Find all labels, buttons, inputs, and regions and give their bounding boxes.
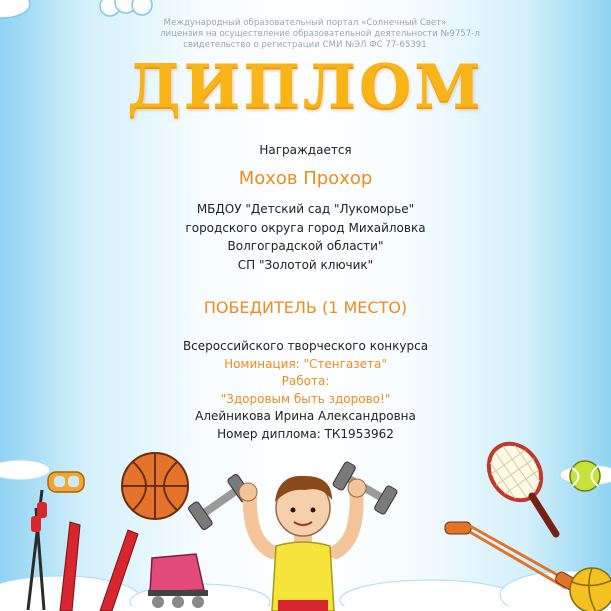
header-line-registration: свидетельство о регистрации СМИ №ЭЛ ФС 77-65391	[183, 40, 427, 50]
boy-athlete-icon	[239, 476, 366, 611]
nomination: Номинация: "Стенгазета"	[224, 356, 387, 371]
sports-illustration	[0, 430, 611, 611]
organization-line: МБДОУ "Детский сад "Лукоморье"	[196, 202, 415, 216]
organization-line: Волгоградской области"	[227, 239, 384, 253]
diploma-title: ДИПЛОМ	[127, 52, 484, 122]
contest-block	[0, 338, 611, 443]
work-label: Работа:	[281, 374, 330, 388]
organization-line: СП "Золотой ключик"	[237, 257, 374, 272]
tennis-racket-icon	[478, 434, 556, 534]
recipient-name: Мохов Прохор	[238, 168, 373, 189]
organization-line: городского округа город Михайловка	[185, 220, 426, 235]
awarded-label: Награждается	[259, 143, 352, 157]
snorkel-mask-icon	[48, 472, 84, 492]
tennis-ball-icon	[570, 461, 600, 491]
basketball-icon	[122, 453, 188, 519]
supervisor-name: Алейникова Ирина Александровна	[195, 409, 416, 423]
diploma-number: Номер диплома: ТК1953962	[217, 426, 394, 441]
header-line-license: лицензия на осуществление образовательной деятельности №9757-л	[160, 29, 480, 39]
place-award: ПОБЕДИТЕЛЬ (1 МЕСТО)	[203, 298, 408, 317]
roller-skate-icon	[148, 554, 208, 608]
contest-name: Всероссийского творческого конкурса	[182, 339, 429, 353]
dumbbell-icon	[187, 473, 252, 530]
header-line-portal: Международный образовательный портал «Солнечный Свет»	[163, 18, 447, 28]
organization-block	[0, 200, 611, 274]
portal-header	[160, 18, 480, 51]
work-title: "Здоровым быть здорово!"	[220, 391, 391, 406]
volleyball-icon	[570, 568, 611, 611]
